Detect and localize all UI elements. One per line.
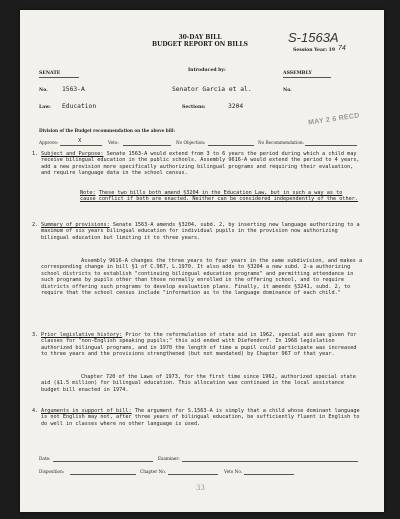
veto-no-label: Veto No.: [224, 469, 243, 474]
law-value: Education: [62, 103, 97, 110]
session-year-value: 74: [338, 45, 346, 52]
assembly-label: ASSEMBLY: [283, 71, 312, 76]
law-label: Law:: [39, 105, 51, 110]
received-date-stamp: MAY 2 6 RECD: [307, 112, 361, 127]
senate-bill-number: 1563-A: [62, 86, 85, 93]
senate-label: SENATE: [39, 71, 61, 76]
section-1-number: 1.: [32, 151, 39, 157]
section-1-label: Subject and Purpose:: [41, 151, 104, 157]
introduced-by-value: Senator Garcia et al.: [172, 86, 252, 93]
sections-value: 3204: [228, 103, 244, 110]
section-1-subject: [41, 151, 363, 177]
report-title-line1: 30-DAY BILL: [178, 34, 222, 41]
session-year-label: Session Year: 19: [293, 48, 336, 53]
section-3-number: 3.: [32, 332, 39, 338]
section-1-text: Senate 1563-A would extend from 3 to 6 years the period during which a child may receive bilingual education in the public schools. Assembly 9616-A would extend the period to 4 years, add a new provision more specifically authorizing bilingual programs and requiring their evaluation, and require language data in the school census.: [41, 151, 360, 177]
examiner-label: Examiner:: [158, 456, 180, 461]
handwritten-bill-id: S-1563A: [288, 30, 339, 45]
section-4-number: 4.: [32, 408, 39, 414]
disposition-label: Disposition:: [39, 469, 65, 474]
section-2-text-b: Assembly 9616-A changes the three years to four years in the same subdivision, and makes a corresponding change in bill §1 of C.967, L.1970. It also adds to §3204 a new subd. 2-a authorizing school districts to establish "continuing bilingual education programs" and permitting attendance in such programs by pupils other than those normally enrolled in the offering school, and to require districts offering such programs to develop evaluation plans. Finally, it amends §3241, subd. 2, to require that the school census include "information as to the language dominance of each child.": [41, 258, 363, 297]
section-4-label: Arguments in support of bill:: [41, 408, 132, 414]
chapter-no-label: Chapter No.: [140, 469, 167, 474]
section-3-text-b: Chapter 720 of the Laws of 1973, for the first time since 1962, authorized special state aid ($1.5 million) for bilingual education. This allocation was continued in the local assistance budget bill enacted in 1974.: [41, 374, 356, 393]
section-3-text-a: Prior to the reformulation of state aid in 1962, special aid was given for classes for "non-English speaking pupils;" this aid ended with Diefendorf. In 1968 legislation authorized bilingual programs, and in 1970 the length of time a pupil could participate was increased to three years and the provisions strengthened (but not mandated) by Chapter 967 of that year.: [41, 332, 357, 358]
section-2-number: 2.: [32, 222, 39, 228]
sections-label: Sections:: [182, 105, 206, 110]
bill-report-page: [20, 10, 384, 512]
division-recommendation-label: Division of the Budget recommendation on the above bill:: [39, 128, 176, 133]
assembly-no-label: No.: [283, 88, 292, 93]
approve-label: Approve:: [39, 140, 59, 145]
approve-mark: X: [78, 138, 82, 144]
note-text: These two bills both amend §3204 in the Education Law, but in such a way as to cause conflict if both are enacted. Neither can be considered independently of the other.: [80, 190, 358, 203]
section-2-label: Summary of provisions:: [41, 222, 110, 228]
report-title-line2: BUDGET REPORT ON BILLS: [152, 41, 248, 48]
veto-label: Veto:: [108, 140, 119, 145]
section-4-text: The argument for S.1563-A is simply that a child whose dominant language is not English may not, after three years of bilingual education, be sufficiently fluent in English to do well in classes where no other language is used.: [41, 408, 360, 427]
no-objection-label: No Objection:: [176, 140, 206, 145]
senate-no-label: No.: [39, 88, 48, 93]
conflict-note: [80, 190, 360, 203]
no-recommendation-label: No Recommendation:: [258, 140, 304, 145]
page-mark: 33: [196, 484, 205, 492]
section-3-history: [41, 332, 363, 358]
section-4-arguments: [41, 408, 363, 427]
introduced-by-label: Introduced by:: [188, 68, 226, 73]
note-label: Note:: [80, 190, 96, 196]
section-2-text-a: Senate 1563-A amends §3204, subd. 2, by inserting new language authorizing to a maximum of six years bilingual education for individual pupils in the provision now authorizing bilingual education but limiting it to three years.: [41, 222, 360, 241]
date-label: Date:: [39, 456, 51, 461]
section-2-summary: [41, 222, 363, 241]
section-3-label: Prior legislative history:: [41, 332, 123, 338]
